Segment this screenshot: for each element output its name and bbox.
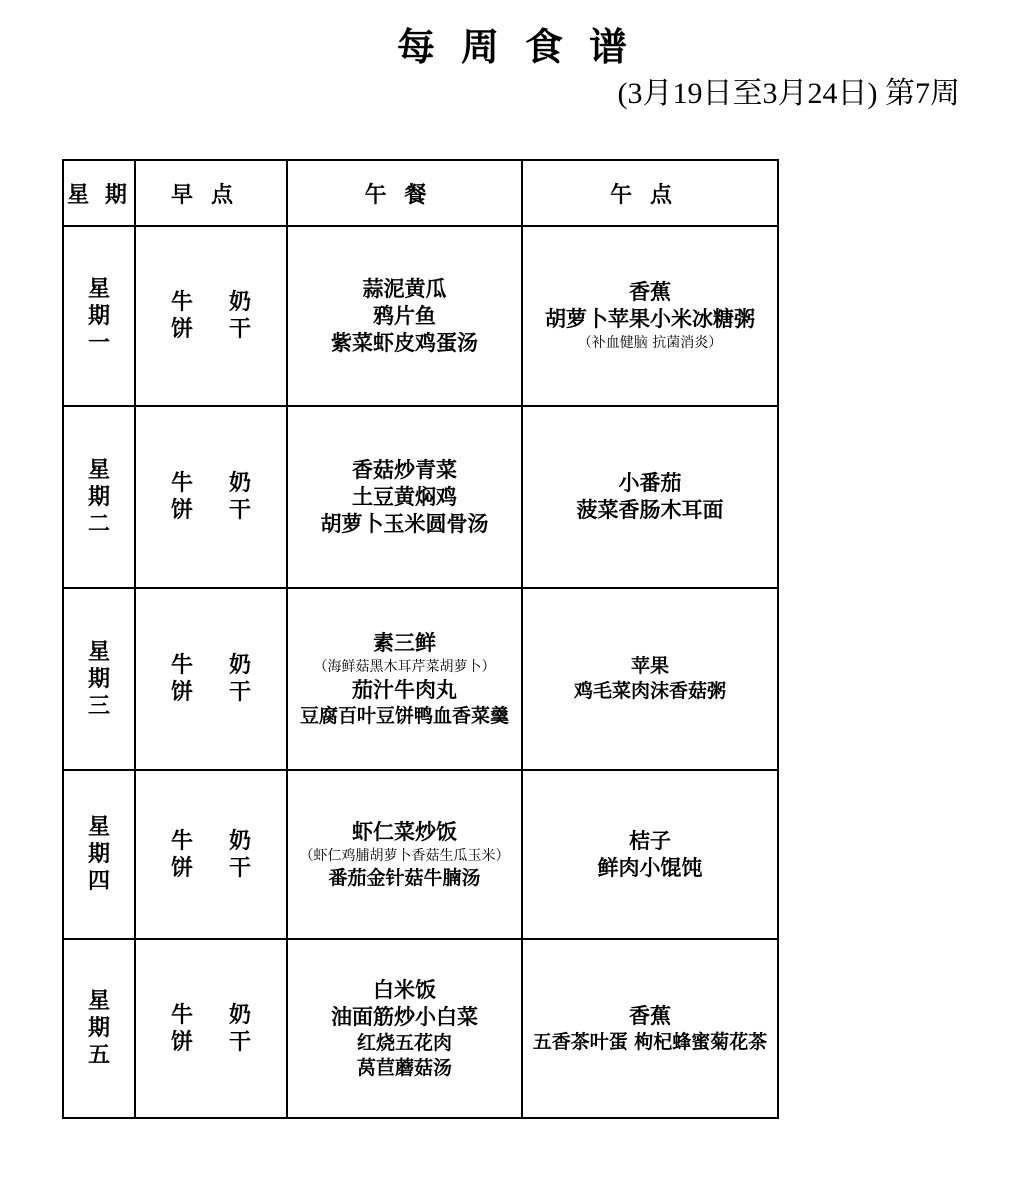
breakfast-char: 干 [229,1029,252,1055]
dish-item: 茄汁牛肉丸 [352,677,457,702]
breakfast-char: 奶 [229,653,252,678]
dish-item: 番茄金针菇牛腩汤 [328,866,481,889]
table-row [63,226,778,406]
breakfast-cell [135,226,287,406]
breakfast-item [136,828,286,855]
breakfast-item [136,470,286,497]
dish-item: 鸡毛菜肉沫香菇粥 [573,680,726,702]
dish-note: （虾仁鸡脯胡萝卜香菇生瓜玉米） [299,847,510,864]
day-char: 一 [87,330,110,356]
breakfast-item [136,652,286,679]
day-char: 星 [87,815,110,840]
header-snack [522,160,778,226]
snack-cell [522,770,778,939]
dish-item: 小番茄 [618,471,682,495]
breakfast-char: 饼 [170,498,193,523]
snack-cell [522,588,778,770]
dish-item: 白米饭 [373,977,436,1002]
lunch-cell [287,770,522,939]
dish-item: 胡萝卜苹果小米冰糖粥 [545,307,755,331]
breakfast-char: 干 [229,317,252,342]
day-char: 期 [87,842,110,867]
dish-item: 蒜泥黄瓜 [362,276,447,301]
breakfast-char: 奶 [229,471,252,496]
dish-item: 香蕉 [629,280,671,304]
dish-item: 红烧五花肉 [356,1031,452,1054]
breakfast-char: 牛 [170,1002,193,1028]
dish-item: 土豆黄焖鸡 [352,484,457,509]
lunch-cell [287,406,522,588]
dish-item: 紫菜虾皮鸡蛋汤 [331,330,478,355]
dish-item: 菠菜香肠木耳面 [576,498,724,522]
date-range-subtitle: (3月19日至3月24日) 第7周 [617,77,960,110]
day-char: 期 [87,1016,110,1041]
breakfast-item [136,855,286,882]
breakfast-item [136,316,286,343]
snack-cell [522,939,778,1118]
breakfast-char: 干 [229,855,252,881]
day-char: 星 [87,639,110,665]
dish-item: 素三鲜 [373,630,436,655]
dish-item: 桔子 [629,828,671,853]
breakfast-item [136,679,286,706]
header-snack-label: 午点 [609,182,690,208]
snack-cell [522,406,778,588]
header-lunch [287,160,522,226]
dish-item: 虾仁菜炒饭 [352,819,457,844]
table-body [63,226,778,1118]
page-title: 每周食谱 [396,25,653,69]
breakfast-char: 饼 [170,855,193,881]
header-day: 星 期 [63,160,135,226]
day-char: 三 [87,693,110,719]
breakfast-char: 饼 [170,1029,193,1055]
dish-item: 苹果 [630,655,669,677]
day-char: 二 [87,511,110,537]
header-breakfast-label: 早点 [170,182,251,208]
breakfast-char: 牛 [170,471,193,496]
day-cell [63,226,135,406]
day-char: 期 [87,303,110,329]
day-char: 星 [87,989,110,1014]
day-char: 期 [87,484,110,510]
day-cell [63,406,135,588]
dish-item: 豆腐百叶豆饼鸭血香菜羹 [299,704,509,727]
table-row [63,588,778,770]
dish-item: 莴苣蘑菇汤 [356,1056,452,1079]
day-char: 星 [87,457,110,483]
header-lunch-label: 午餐 [364,182,445,208]
dish-note: （海鲜菇黑木耳芹菜胡萝卜） [313,658,496,675]
day-cell [63,939,135,1118]
table-header-row [63,160,778,226]
day-char: 四 [87,869,110,894]
breakfast-char: 牛 [170,290,193,315]
breakfast-cell [135,770,287,939]
dish-item: 胡萝卜玉米圆骨汤 [320,511,489,536]
breakfast-char: 奶 [229,828,252,854]
weekly-menu-table [62,159,779,1119]
day-cell [63,770,135,939]
breakfast-char: 奶 [229,1002,252,1028]
dish-item: 鸦片鱼 [373,303,436,328]
day-char: 期 [87,666,110,692]
table-row [63,406,778,588]
table-row [63,939,778,1118]
dish-item: 五香茶叶蛋 枸杞蜂蜜菊花茶 [532,1030,768,1053]
snack-cell [522,226,778,406]
dish-item: 香菇炒青菜 [352,457,457,482]
day-char: 星 [87,276,110,302]
breakfast-item [136,497,286,524]
breakfast-item [136,1029,286,1056]
header-breakfast [135,160,287,226]
dish-note: （补血健脑 抗菌消炎） [577,335,723,351]
dish-item: 香蕉 [629,1003,671,1028]
breakfast-cell [135,588,287,770]
breakfast-item [136,1002,286,1029]
lunch-cell [287,588,522,770]
table-row [63,770,778,939]
breakfast-char: 牛 [170,653,193,678]
day-char: 五 [87,1043,110,1068]
lunch-cell [287,939,522,1118]
day-cell [63,588,135,770]
breakfast-char: 干 [229,680,252,705]
breakfast-char: 饼 [170,680,193,705]
lunch-cell [287,226,522,406]
dish-item: 鲜肉小馄饨 [597,855,703,880]
dish-item: 油面筋炒小白菜 [331,1004,478,1029]
breakfast-char: 饼 [170,317,193,342]
breakfast-item [136,289,286,316]
breakfast-char: 奶 [229,290,252,315]
breakfast-cell [135,406,287,588]
breakfast-cell [135,939,287,1118]
breakfast-char: 牛 [170,828,193,854]
breakfast-char: 干 [229,498,252,523]
